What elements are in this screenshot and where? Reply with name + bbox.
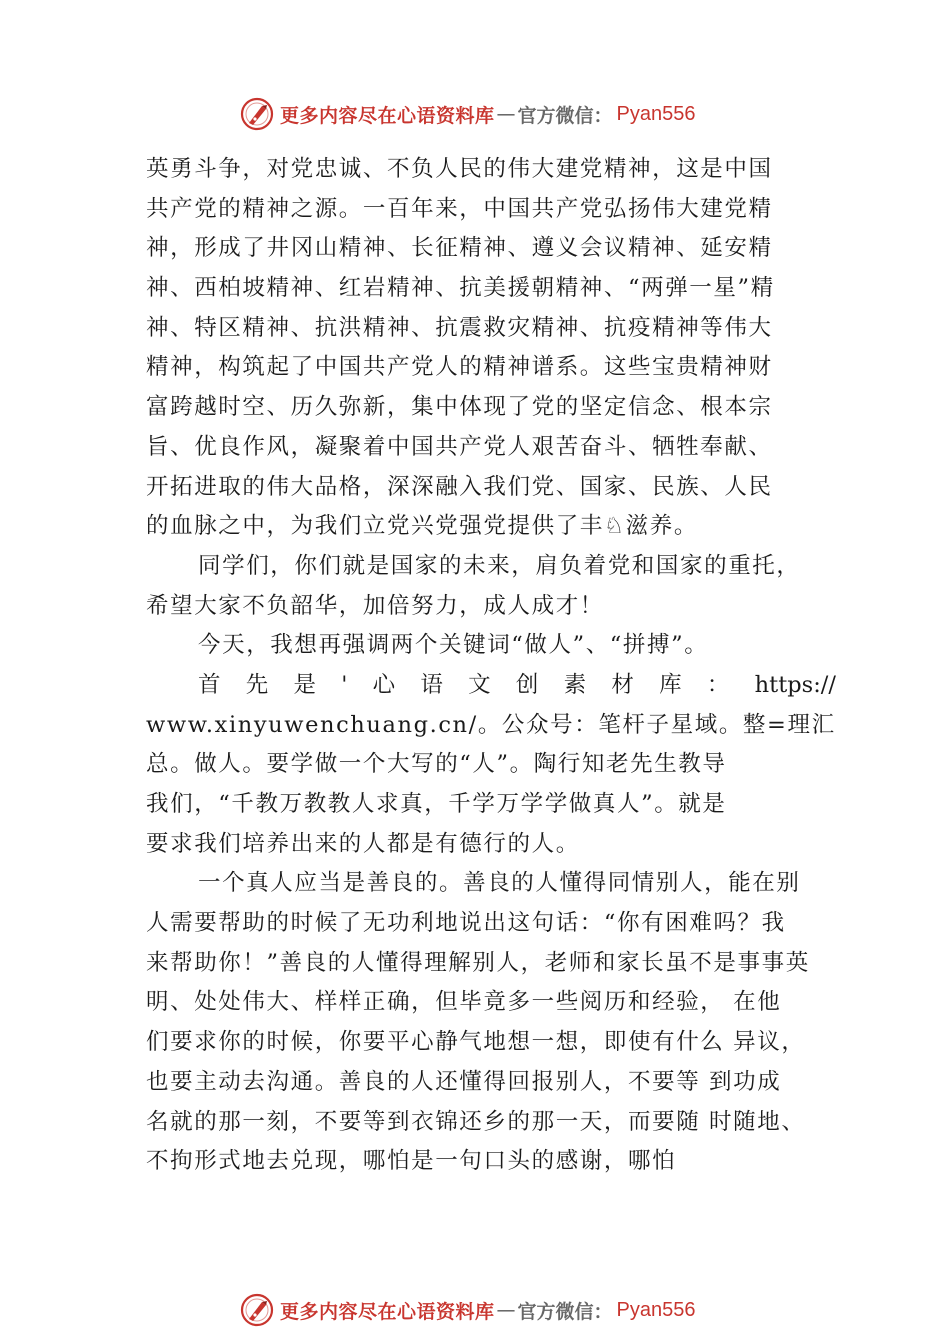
spaced-token: ' [341, 671, 348, 698]
article-body [146, 150, 836, 1182]
paragraph-start-line: 今天，我想再强调两个关键词“做人”、“拼搏”。 [198, 632, 709, 659]
spaced-token: 先 [245, 671, 269, 698]
spaced-token: 语 [420, 671, 443, 698]
paragraph-start-line: 一个真人应当是善良的。善良的人懂得同情别人，能在别 [198, 870, 801, 897]
text-line: 名就的那一刻，不要等到衣锦还乡的那一天，而要随 时随地、 [146, 1108, 806, 1135]
text-line: 神、特区精神、抗洪精神、抗震救灾精神、抗疫精神等伟大 [146, 314, 773, 341]
footer-banner[interactable] [240, 1292, 760, 1328]
text-line: 的血脉之中，为我们立党兴党强党提供了丰♘滋养。 [146, 513, 698, 540]
header-banner[interactable] [240, 96, 760, 132]
header-dash: — [496, 103, 516, 125]
text-line: 明、处处伟大、样样正确，但毕竟多一些阅历和经验， 在他 [146, 989, 782, 1016]
spaced-token: 首 [198, 671, 221, 698]
spaced-token: 库 [659, 671, 682, 698]
text-line: 旨、优良作风，凝聚着中国共产党人艰苦奋斗、牺牲奉献、 [146, 433, 773, 460]
spaced-token: 文 [468, 671, 491, 698]
spaced-token: 素 [563, 671, 587, 698]
text-line: 总。做人。要学做一个大写的“人”。陶行知老先生教导 [146, 751, 727, 778]
text-line: 富跨越时空、历久弥新，集中体现了党的坚定信念、根本宗 [146, 394, 773, 421]
text-line: 精神，构筑起了中国共产党人的精神谱系。这些宝贵精神财 [146, 354, 773, 381]
text-line: 不拘形式地去兑现，哪怕是一句口头的感谢，哪怕 [146, 1148, 677, 1175]
text-line: 希望大家不负韶华，加倍努力，成人成才！ [146, 592, 604, 619]
footer-wechat-label: 官方微信： [517, 1300, 613, 1323]
spaced-heading-line [146, 666, 836, 706]
footer-dash: — [496, 1299, 516, 1321]
spaced-token: ： [706, 671, 730, 698]
pen-nib-logo-icon [240, 97, 274, 131]
pen-nib-logo-icon [240, 1293, 274, 1327]
text-line: www.xinyuwenchuang.cn/。公众号：笔杆子星域。整=理汇 [146, 711, 836, 738]
footer-brand-text: 更多内容尽在心语资料库 [280, 1300, 495, 1323]
text-line: 来帮助你！”善良的人懂得理解别人，老师和家长虽不是事事英 [146, 949, 810, 976]
text-line: 英勇斗争，对党忠诚、不负人民的伟大建党精神，这是中国 [146, 156, 773, 182]
spaced-token: 心 [372, 671, 396, 698]
text-line: 开拓进取的伟大品格，深深融入我们党、国家、民族、人民 [146, 473, 773, 500]
text-line: 我们，“千教万教教人求真，千学万学学做真人”。就是 [146, 791, 727, 817]
header-account[interactable]: Pyan556 [616, 102, 696, 125]
footer-account[interactable]: Pyan556 [616, 1298, 696, 1321]
text-line: 共产党的精神之源。一百年来，中国共产党弘扬伟大建党精 [146, 195, 773, 222]
header-brand-text: 更多内容尽在心语资料库 [280, 104, 495, 127]
text-line: 人需要帮助的时候了无功利地说出这句话：“你有困难吗？我 [146, 910, 786, 937]
text-line: 神、西柏坡精神、红岩精神、抗美援朝精神、“两弹一星”精 [146, 275, 775, 302]
paragraph-start-line: 同学们，你们就是国家的未来，肩负着党和国家的重托， [198, 552, 801, 579]
spaced-token: 材 [611, 671, 634, 698]
text-line: 们要求你的时候，你要平心静气地想一想，即使有什么 异议， [146, 1029, 806, 1056]
text-line: 要求我们培养出来的人都是有德行的人。 [146, 830, 580, 857]
spaced-token: 是 [293, 671, 317, 698]
spaced-token: 创 [515, 671, 539, 698]
header-wechat-label: 官方微信： [517, 104, 613, 127]
text-line: 也要主动去沟通。善良的人还懂得回报别人，不要等 到功成 [146, 1068, 782, 1095]
text-line: 神，形成了井冈山精神、长征精神、遵义会议精神、延安精 [146, 235, 773, 262]
url-link[interactable]: https:// [754, 671, 836, 698]
